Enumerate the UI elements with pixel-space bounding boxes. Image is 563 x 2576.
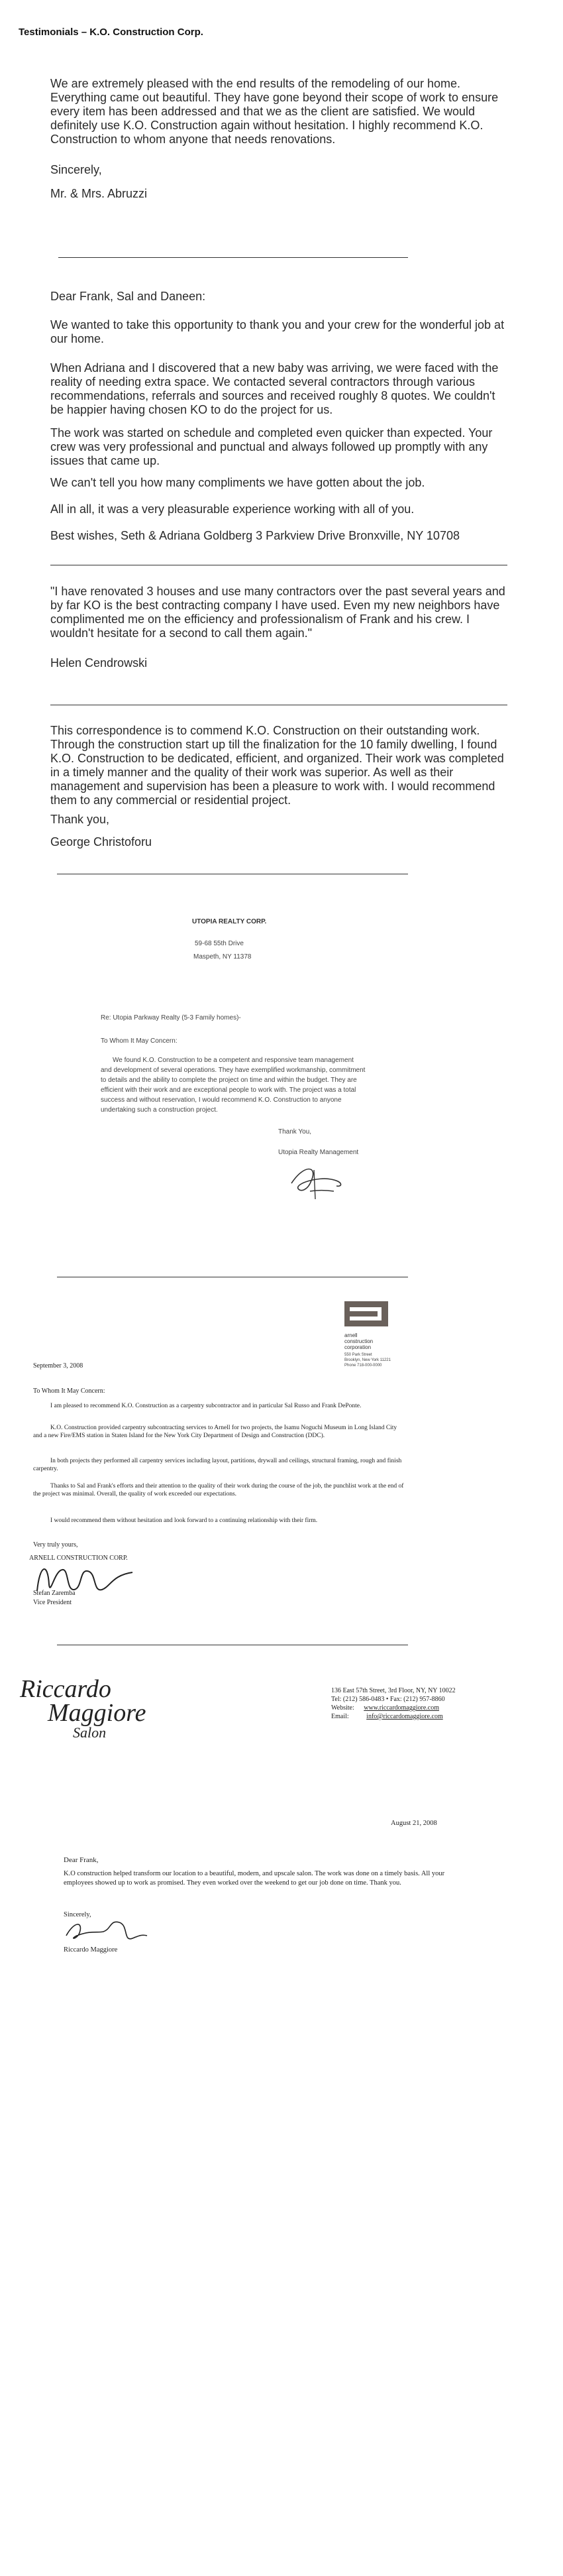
letter-date: September 3, 2008: [33, 1362, 83, 1370]
letter-closing: Thank You,: [278, 1128, 312, 1136]
email-label: Email:: [331, 1713, 349, 1720]
letter-closing: Very truly yours,: [33, 1541, 78, 1549]
arnell-logo: [344, 1301, 388, 1326]
logo-text: corporation: [344, 1344, 372, 1350]
letter-body: We found K.O. Construction to be a competent and responsive team management and development of several operations. They have exemplified workmanship, commitment to details and the ability to complete the project on time and within the budget. They are efficient with their work and are exceptional people to work with. The project was a total success and without reservation, I would recommend K.O. Construction to anyone undertaking such a construction project.: [101, 1057, 366, 1114]
testimonial-body: This correspondence is to commend K.O. Construction on their outstanding work. Through the construction start up till the finalization for the 10 family dwelling, I found K.O. Construction to be dedicated, efficient, and organized. Their work was completed in a timely manner and the quality of their work was superior. As well as their management and supervision has been a pleasure to work with. I would recommend them to any commercial or residential project.: [50, 724, 504, 807]
letter-salutation: Dear Frank, Sal and Daneen:: [50, 290, 206, 303]
salon-address: 136 East 57th Street, 3rd Floor, NY, NY 10022: [331, 1687, 456, 1694]
logo-address-line: 550 Park Street: [344, 1353, 372, 1357]
letter-paragraph: I am pleased to recommend K.O. Construction as a carpentry subcontractor and in particular Sal Russo and Frank DePonte.: [50, 1403, 362, 1409]
letter-paragraph: K.O. Construction provided carpentry subcontracting services to Arnell for two projects, the Isamu Noguchi Museum in Long Island City and a new Fire/EMS station in Staten Island for the New York City Department of Design and Construction (DDC).: [33, 1425, 397, 1439]
letter-signer: Stefan Zaremba: [33, 1590, 76, 1597]
letterhead-address: Maspeth, NY 11378: [193, 953, 252, 961]
letter-salutation: To Whom It May Concern:: [101, 1037, 178, 1045]
divider: [58, 257, 408, 258]
testimonial-quote: "I have renovated 3 houses and use many contractors over the past several years and by far KO is the best contracting company I have used. Even my new neighbors have complimented me on the efficiency and professionalism of Frank and his crew. I wouldn't hesitate for a second to call them again.": [50, 585, 505, 640]
signature-image: [278, 1157, 358, 1202]
salon-website-link[interactable]: www.riccardomaggiore.com: [364, 1704, 439, 1712]
logo-address-line: Phone 718-000-0000: [344, 1364, 382, 1368]
testimonial-signer: George Christoforu: [50, 835, 152, 849]
salon-email-row: [331, 1712, 456, 1721]
salon-email-link[interactable]: info@riccardomaggiore.com: [366, 1713, 443, 1720]
letter-paragraph: We wanted to take this opportunity to thank you and your crew for the wonderful job at our home.: [50, 318, 505, 345]
logo-text: Riccardo: [20, 1675, 111, 1703]
logo-text: arnell: [344, 1332, 358, 1338]
letter-signer: Riccardo Maggiore: [64, 1946, 118, 1954]
letter-signer-title: Vice President: [33, 1599, 72, 1606]
letter-paragraph: When Adriana and I discovered that a new baby was arriving, we were faced with the reality of needing extra space. We contacted several contractors through various recommendations, referrals and sources and received roughly 8 quotes. We couldn't be happier having chosen KO to do the project for us.: [50, 361, 499, 416]
letter-salutation: To Whom It May Concern:: [33, 1387, 105, 1395]
testimonial-signer: Mr. & Mrs. Abruzzi: [50, 187, 148, 200]
salon-website-row: [331, 1704, 456, 1712]
testimonial-body: We are extremely pleased with the end results of the remodeling of our home. Everything came out beautiful. They have gone beyond their scope of work to ensure every item has been addressed and that we as the client are satisfied. We would definitely use K.O. Construction again without hesitation. I highly recommend K.O. Construction to whom anyone that needs renovations.: [50, 77, 499, 146]
letter-closing: Sincerely,: [64, 1911, 91, 1918]
testimonial-closing: Sincerely,: [50, 163, 102, 176]
website-label: Website:: [331, 1704, 354, 1712]
signature-image: [64, 1916, 150, 1945]
salon-contact: [331, 1686, 456, 1721]
letter-company: ARNELL CONSTRUCTION CORP.: [29, 1554, 128, 1562]
arnell-logo-name: [344, 1332, 373, 1350]
logo-text: Maggiore: [48, 1699, 146, 1727]
arnell-logo-address: [344, 1352, 391, 1368]
logo-text: construction: [344, 1338, 374, 1344]
logo-address-line: Brooklyn, New York 11221: [344, 1358, 391, 1362]
page-title: Testimonials – K.O. Construction Corp.: [19, 27, 203, 38]
testimonial-closing: Thank you,: [50, 813, 110, 826]
letter-paragraph: In both projects they performed all carpentry services including layout, partitions, drywall and ceilings, structural framing, rough and finish carpentry.: [33, 1458, 402, 1472]
salon-logo: [20, 1677, 146, 1741]
letter-date: August 21, 2008: [391, 1820, 437, 1827]
letter-body: K.O construction helped transform our location to a beautiful, modern, and upscale salon. The work was done on a timely basis. All your employees showed up to work as promised. They even worked over the weekend to get our job done on time. Thank you.: [64, 1870, 445, 1887]
letter-salutation: Dear Frank,: [64, 1856, 99, 1864]
letter-paragraph: All in all, it was a very pleasurable experience working with all of you.: [50, 502, 415, 516]
letter-paragraph: Thanks to Sal and Frank's efforts and their attention to the quality of their work during the course of the job, the punchlist work at the end of the project was minimal. Overall, the quality of work exceeded our expectations.: [33, 1483, 404, 1497]
letter-signer: Utopia Realty Management: [278, 1149, 359, 1156]
letter-paragraph: We can't tell you how many compliments we have gotten about the job.: [50, 476, 425, 489]
letterhead-company: UTOPIA REALTY CORP.: [192, 918, 267, 925]
letter-re-line: Re: Utopia Parkway Realty (5-3 Family homes)-: [101, 1014, 241, 1022]
letterhead-address: 59-68 55th Drive: [195, 940, 244, 947]
salon-phone: Tel: (212) 586-0483 • Fax: (212) 957-8860: [331, 1696, 445, 1703]
letter-paragraph: The work was started on schedule and completed even quicker than expected. Your crew was very professional and punctual and always followed up promptly with any issues that came up.: [50, 426, 493, 467]
testimonial-signer: Helen Cendrowski: [50, 656, 148, 670]
logo-text: Salon: [73, 1724, 107, 1741]
letter-signoff: Best wishes, Seth & Adriana Goldberg 3 Parkview Drive Bronxville, NY 10708: [50, 529, 460, 542]
letter-paragraph: I would recommend them without hesitation and look forward to a continuing relationship with their firm.: [50, 1517, 318, 1524]
